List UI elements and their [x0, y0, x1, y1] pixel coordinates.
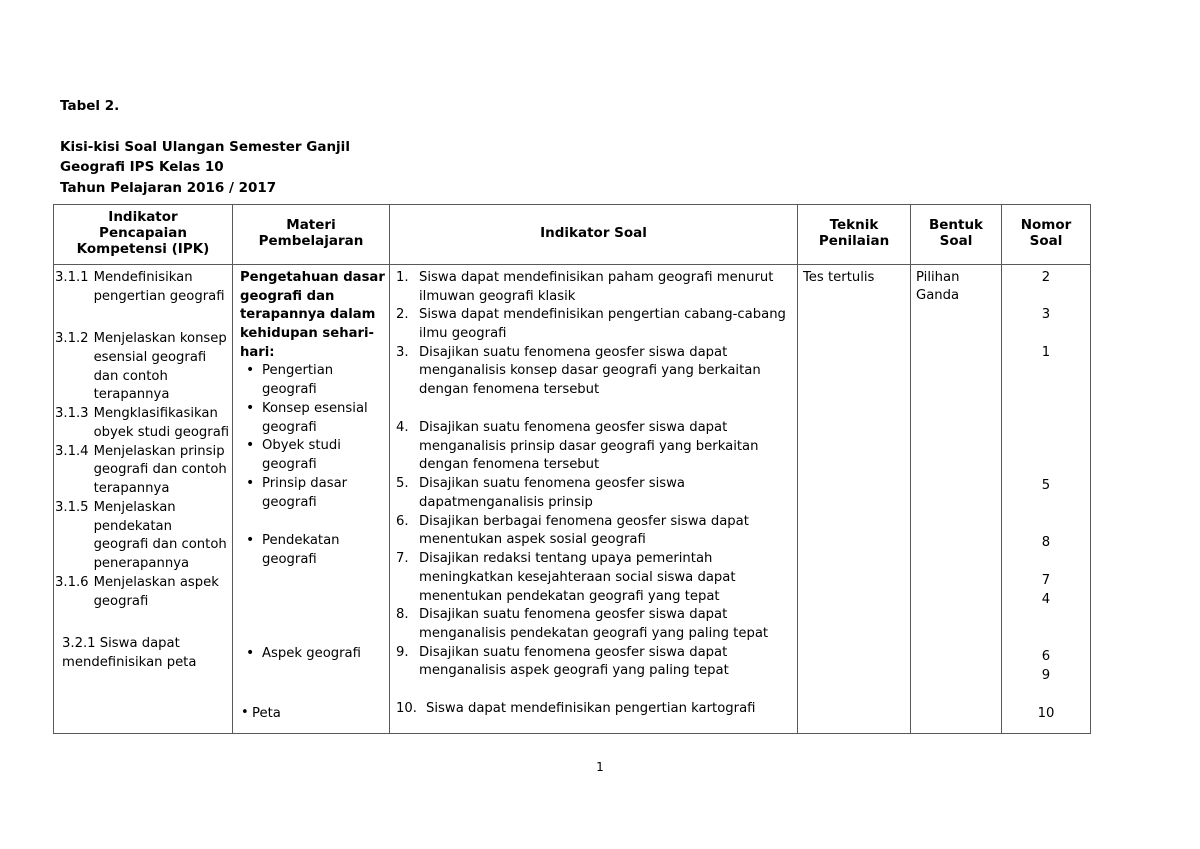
- header-materi-line-1: Materi: [286, 216, 336, 233]
- header-nomor-soal: [1002, 205, 1091, 265]
- soal-number: 5.: [396, 476, 409, 492]
- nomor-soal-value: 3: [1041, 306, 1051, 322]
- teknik-penilaian-value: Tes tertulis: [803, 269, 875, 285]
- nomor-soal-value: 5: [1041, 477, 1051, 493]
- soal-item: [396, 306, 791, 343]
- soal-item: [396, 644, 791, 681]
- nomor-soal-value: 2: [1041, 269, 1051, 285]
- materi-bullet: • Konsep esensial geografi: [240, 400, 385, 437]
- soal-text: Disajikan suatu fenomena geosfer siswa dapat menganalisis konsep dasar geografi yang berkaitan dengan fenomena tersebut: [419, 344, 761, 398]
- cell-materi: [233, 264, 390, 733]
- soal-number: 4.: [396, 419, 409, 435]
- soal-text: Disajikan suatu fenomena geosfer siswa dapat menganalisis pendekatan geografi yang paling tepat: [419, 607, 769, 641]
- ipk-code: 3.1.6: [55, 574, 89, 590]
- nomor-soal-value: 1: [1041, 344, 1051, 360]
- page-number: 1: [596, 760, 604, 774]
- ipk-item: [55, 330, 230, 405]
- header-indikator-soal: Indikator Soal: [390, 205, 798, 265]
- ipk-text: Menjelaskan pendekatan geografi dan contoh penerapannya: [93, 499, 227, 572]
- ipk-item: [55, 443, 230, 499]
- header-ipk-line-3: Kompetensi (IPK): [76, 240, 210, 257]
- ipk-code: 3.1.1: [55, 269, 89, 285]
- soal-text: Disajikan berbagai fenomena geosfer siswa dapat menentukan aspek sosial geografi: [419, 513, 749, 548]
- materi-bullet: • Pengertian geografi: [240, 362, 385, 399]
- materi-content: [233, 265, 389, 723]
- soal-item: [396, 550, 791, 606]
- header-materi-line-2: Pembelajaran: [258, 232, 364, 249]
- ipk-item: [55, 574, 230, 611]
- table-header-row: [54, 205, 1091, 265]
- title-line-2: Geografi IPS Kelas 10: [60, 159, 224, 175]
- header-bentuk-soal: [911, 205, 1002, 265]
- ipk-code: 3.1.2: [55, 331, 89, 347]
- nomor-soal-list: [1002, 265, 1090, 733]
- materi-bullet-list: [240, 532, 385, 569]
- document-heading: [60, 100, 350, 202]
- materi-bullet: • Obyek studi geografi: [240, 437, 385, 474]
- materi-bullet-list: [240, 645, 385, 664]
- ipk-item: [55, 499, 230, 574]
- ipk-code: 3.1.3: [55, 406, 89, 422]
- soal-item: [396, 475, 791, 512]
- soal-item: [396, 513, 791, 550]
- soal-spacer: [396, 681, 791, 700]
- ipk-text: Menjelaskan konsep esensial geografi dan contoh terapannya: [93, 331, 227, 403]
- nomor-soal-value: 7: [1041, 572, 1051, 588]
- materi-spacer: [240, 664, 385, 705]
- materi-spacer: [240, 512, 385, 532]
- ipk-list: [54, 265, 232, 673]
- soal-item: [396, 606, 791, 643]
- cell-ipk: [54, 264, 233, 733]
- soal-number: 7.: [396, 551, 409, 567]
- header-nomor-line-2: Soal: [1029, 232, 1063, 249]
- ipk-item-last: 3.2.1 Siswa dapat mendefinisikan peta: [62, 636, 197, 670]
- ipk-item: [55, 269, 230, 306]
- soal-number: 6.: [396, 513, 409, 529]
- header-teknik-line-2: Penilaian: [818, 232, 890, 249]
- ipk-item: [55, 405, 230, 442]
- nomor-soal-value: 9: [1041, 667, 1051, 683]
- materi-bullet-aspek: • Aspek geografi: [240, 645, 385, 664]
- cell-bentuk-soal: [911, 264, 1002, 733]
- cell-teknik-penilaian: [798, 264, 911, 733]
- soal-number: 10.: [396, 701, 417, 717]
- ipk-text: Menjelaskan aspek geografi: [93, 574, 219, 609]
- soal-text: Siswa dapat mendefinisikan paham geografi menurut ilmuwan geografi klasik: [419, 269, 774, 304]
- soal-item: [396, 700, 791, 719]
- materi-spacer: [240, 570, 385, 645]
- indikator-soal-list: [390, 265, 797, 719]
- soal-number: 9.: [396, 644, 409, 660]
- materi-bullet-list: [240, 362, 385, 512]
- kisi-kisi-table: [53, 204, 1091, 734]
- soal-item: [396, 419, 791, 475]
- header-bentuk-line-1: Bentuk: [928, 216, 984, 233]
- table-body-row: [54, 264, 1091, 733]
- ipk-text: Mengklasifikasikan obyek studi geografi: [93, 406, 230, 440]
- soal-text: Disajikan redaksi tentang upaya pemerintah meningkatkan kesejahteraan social siswa dapat menentukan pendekatan geografi yang tepat: [419, 551, 736, 604]
- materi-title: Pengetahuan dasar geografi dan terapannya dalam kehidupan sehari-hari:: [240, 269, 385, 360]
- bentuk-soal-value: Pilihan Ganda: [916, 269, 960, 304]
- soal-item: [396, 344, 791, 400]
- ipk-text: Menjelaskan prinsip geografi dan contoh terapannya: [93, 443, 227, 497]
- header-ipk-line-2: Pencapaian: [99, 224, 187, 241]
- soal-text: Disajikan suatu fenomena geosfer siswa dapat menganalisis prinsip dasar geografi yang berkaitan dengan fenomena tersebut: [419, 419, 759, 473]
- header-ipk: [54, 205, 233, 265]
- header-teknik-penilaian: [798, 205, 911, 265]
- materi-bullet-pendekatan: • Pendekatan geografi: [240, 532, 385, 569]
- ipk-code: 3.1.5: [55, 499, 89, 515]
- header-bentuk-line-2: Soal: [939, 232, 973, 249]
- soal-text: Siswa dapat mendefinisikan pengertian kartografi: [426, 701, 756, 717]
- ipk-spacer: [55, 611, 230, 635]
- nomor-soal-value: 4: [1041, 591, 1051, 607]
- title-line-1: Kisi-kisi Soal Ulangan Semester Ganjil: [60, 138, 350, 155]
- nomor-soal-value: 8: [1041, 534, 1051, 550]
- ipk-code: 3.1.4: [55, 443, 89, 459]
- materi-bullet-peta: • Peta: [240, 705, 385, 724]
- nomor-soal-value: 10: [1037, 705, 1055, 721]
- title-line-3: Tahun Pelajaran 2016 / 2017: [60, 179, 277, 196]
- header-teknik-line-1: Teknik: [829, 216, 879, 233]
- soal-number: 3.: [396, 344, 409, 360]
- ipk-text: Mendefinisikan pengertian geografi: [93, 269, 225, 304]
- nomor-soal-value: 6: [1041, 648, 1051, 664]
- header-ipk-line-1: Indikator: [108, 209, 178, 225]
- ipk-spacer: [55, 306, 230, 330]
- soal-number: 2.: [396, 307, 409, 323]
- soal-number: 1.: [396, 269, 409, 285]
- soal-number: 8.: [396, 607, 409, 623]
- soal-text: Disajikan suatu fenomena geosfer siswa dapat menganalisis aspek geografi yang paling tepat: [419, 644, 729, 679]
- soal-text: Siswa dapat mendefinisikan pengertian cabang-cabang ilmu geografi: [419, 307, 786, 341]
- soal-text: Disajikan suatu fenomena geosfer siswa dapatmenganalisis prinsip: [419, 476, 686, 510]
- table-label: Tabel 2.: [60, 98, 120, 114]
- header-nomor-line-1: Nomor: [1020, 216, 1072, 233]
- header-materi: [233, 205, 390, 265]
- cell-nomor-soal: [1002, 264, 1091, 733]
- materi-bullet: • Prinsip dasar geografi: [240, 475, 385, 512]
- soal-item: [396, 269, 791, 306]
- cell-indikator-soal: [390, 264, 798, 733]
- soal-spacer: [396, 400, 791, 419]
